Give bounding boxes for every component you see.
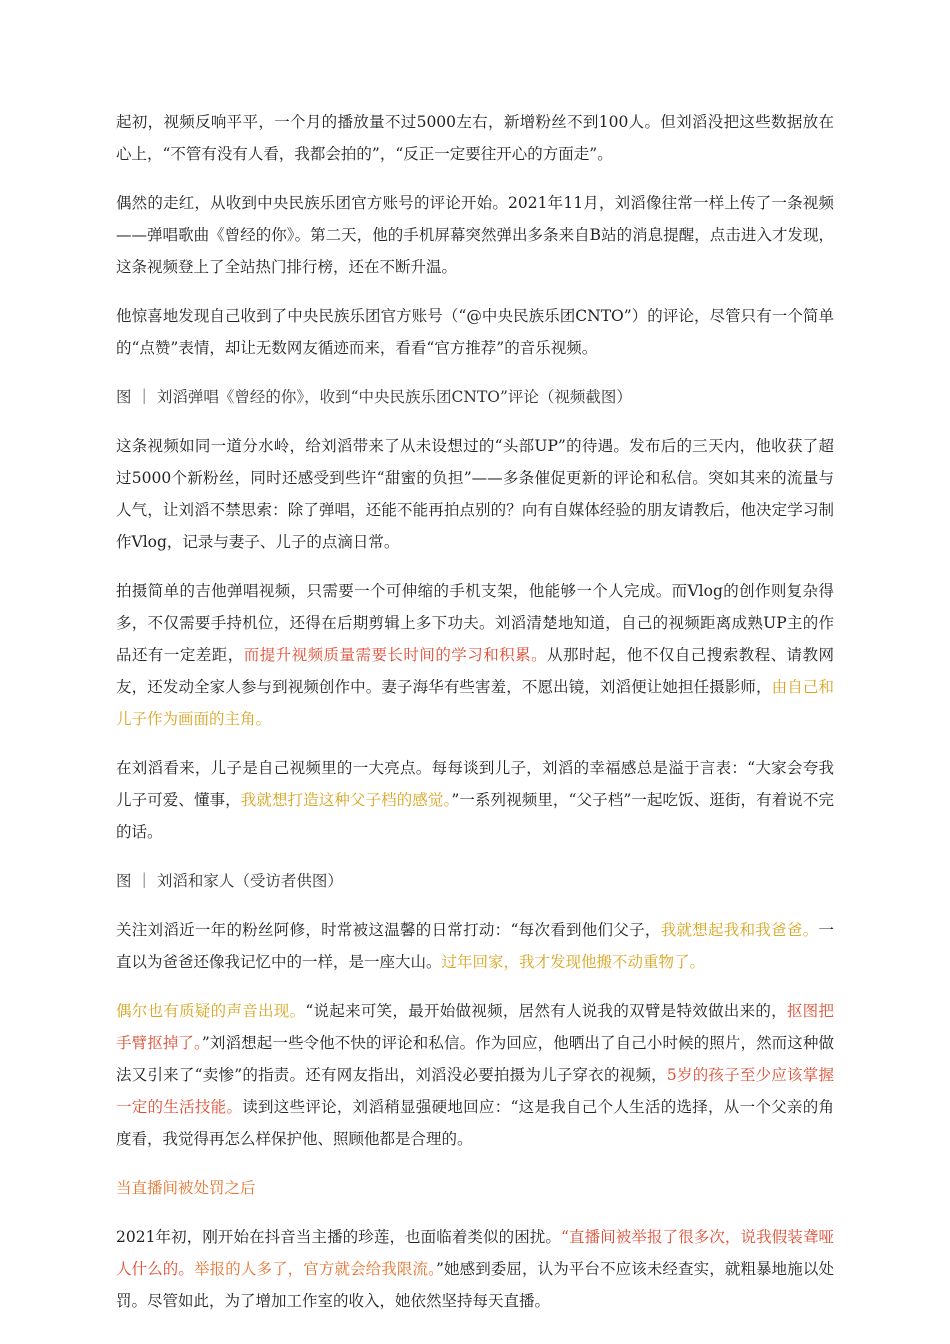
paragraph-9-highlight-red: “直播间被举报了很多次，说我假装聋哑人什么的。 bbox=[116, 1228, 834, 1278]
paragraph-8-text-f: 读到这些评论，刘滔稍显强硬地回应：“这是我自己个人生活的选择，从一个父亲的角度看，我觉得再怎么样保护他、照顾他都是合理的。 bbox=[116, 1098, 834, 1148]
paragraph-8-highlight-gold: 偶尔也有质疑的声音出现。 bbox=[116, 1002, 306, 1020]
paragraph-3: 他惊喜地发现自己收到了中央民族乐团官方账号（“@中央民族乐团CNTO”）的评论，尽管只有一个简单的“点赞”表情，却让无数网友循迹而来，看看“官方推荐”的音乐视频。 bbox=[116, 307, 834, 357]
paragraph-9-highlight-orange: 举报的人多了，官方就会给我限流。 bbox=[194, 1260, 436, 1278]
paragraph-7 bbox=[116, 914, 834, 978]
paragraph-9-text-d: ”她感到委屈，认为平台不应该未经查实，就粗暴地施以处罚。尽管如此，为了增加工作室的收入，她依然坚持每天直播。 bbox=[116, 1260, 834, 1310]
paragraph-5-highlight-red: 而提升视频质量需要长时间的学习和积累。 bbox=[243, 646, 548, 664]
paragraph-6-text-c: ”一系列视频里，“父子档”一起吃饭、逛街，有着说不完的话。 bbox=[116, 791, 834, 841]
paragraph-5-highlight-gold: 由自己和儿子作为画面的主角。 bbox=[116, 678, 834, 728]
section-heading: 当直播间被处罚之后 bbox=[116, 1179, 256, 1197]
paragraph-7-highlight-gold-1: 我就想起我和我爸爸。 bbox=[660, 921, 819, 939]
paragraph-8-highlight-red-2: 5岁的孩子至少应该掌握一定的生活技能。 bbox=[116, 1066, 834, 1116]
image-caption-2: 图 ｜ 刘滔和家人（受访者供图） bbox=[116, 872, 343, 890]
paragraph-7-text-a: 关注刘滔近一年的粉丝阿修，时常被这温馨的日常打动：“每次看到他们父子， bbox=[116, 921, 661, 939]
paragraph-5 bbox=[116, 575, 834, 735]
image-caption-1: 图 ｜ 刘滔弹唱《曾经的你》，收到“中央民族乐团CNTO”评论（视频截图） bbox=[116, 388, 632, 406]
paragraph-8 bbox=[116, 995, 834, 1155]
paragraph-7-highlight-gold-2: 过年回家，我才发现他搬不动重物了。 bbox=[441, 953, 706, 971]
paragraph-8-text-b: “说起来可笑，最开始做视频，居然有人说我的双臂是特效做出来的， bbox=[305, 1002, 787, 1020]
paragraph-8-text-d: ”刘滔想起一些令他不快的评论和私信。作为回应，他晒出了自己小时候的照片，然而这种做法又引来了“卖惨”的指责。还有网友指出，刘滔没必要拍摄为儿子穿衣的视频， bbox=[116, 1034, 834, 1084]
paragraph-5-text-a: 拍摄简单的吉他弹唱视频，只需要一个可伸缩的手机支架，他能够一个人完成。而Vlog的创作则复杂得多，不仅需要手持机位，还得在后期剪辑上多下功夫。刘滔清楚地知道，自己的视频距离成熟UP主的作品还有一定差距， bbox=[116, 582, 834, 664]
paragraph-8-highlight-red-1: 抠图把手臂抠掉了。 bbox=[116, 1002, 834, 1052]
paragraph-1: 起初，视频反响平平，一个月的播放量不过5000左右，新增粉丝不到100人。但刘滔没把这些数据放在心上，“不管有没有人看，我都会拍的”，“反正一定要往开心的方面走”。 bbox=[116, 113, 834, 163]
paragraph-2: 偶然的走红，从收到中央民族乐团官方账号的评论开始。2021年11月，刘滔像往常一样上传了一条视频——弹唱歌曲《曾经的你》。第二天，他的手机屏幕突然弹出多条来自B站的消息提醒，点击进入才发现，这条视频登上了全站热门排行榜，还在不断升温。 bbox=[116, 194, 834, 276]
paragraph-6-highlight-gold: 我就想打造这种父子档的感觉。 bbox=[240, 791, 452, 809]
paragraph-7-text-c: 一直以为爸爸还像我记忆中的一样，是一座大山。 bbox=[116, 921, 834, 971]
paragraph-4: 这条视频如同一道分水岭，给刘滔带来了从未设想过的“头部UP”的待遇。发布后的三天内，他收获了超过5000个新粉丝，同时还感受到些许“甜蜜的负担”——多条催促更新的评论和私信。突如其来的流量与人气，让刘滔不禁思索：除了弹唱，还能不能再拍点别的？向有自媒体经验的朋友请教后，他决定学习制作Vlog，记录与妻子、儿子的点滴日常。 bbox=[116, 437, 834, 551]
paragraph-6-text-a: 在刘滔看来，儿子是自己视频里的一大亮点。每每谈到儿子，刘滔的幸福感总是溢于言表：“大家会夸我儿子可爱、懂事， bbox=[116, 759, 834, 809]
paragraph-9-text-a: 2021年初，刚开始在抖音当主播的珍莲，也面临着类似的困扰。 bbox=[116, 1228, 561, 1246]
paragraph-6 bbox=[116, 752, 834, 848]
paragraph-5-text-c: 从那时起，他不仅自己搜索教程、请教网友，还发动全家人参与到视频创作中。妻子海华有些害羞，不愿出镜，刘滔便让她担任摄影师， bbox=[116, 646, 834, 696]
paragraph-9 bbox=[116, 1221, 834, 1317]
